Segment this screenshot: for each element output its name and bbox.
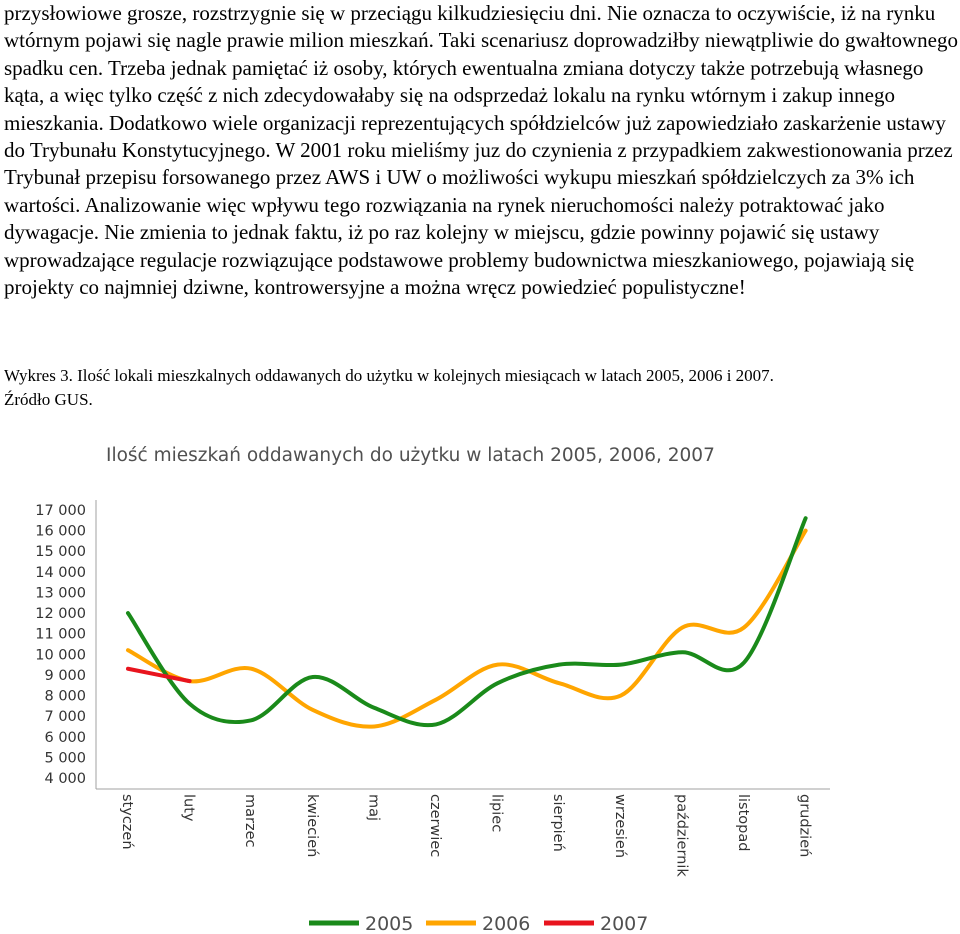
y-tick-label: 12 000 [35,606,86,623]
y-tick-label: 11 000 [35,626,86,643]
y-tick-label: 16 000 [35,523,86,540]
x-tick-label: styczeń [119,794,135,850]
series-line-2006 [128,531,806,727]
chart-legend [309,913,648,934]
legend-label-2005: 2005 [365,913,414,934]
x-tick-label: marzec [242,794,259,848]
caption-line-2: Źródło GUS. [4,390,93,409]
x-tick-label: grudzień [796,794,813,858]
y-tick-label: 13 000 [35,585,86,602]
chart-title: Ilość mieszkań oddawanych do użytku w latach 2005, 2006, 2007 [106,445,715,466]
body-text [4,0,959,301]
y-tick-label: 9 000 [44,667,86,684]
y-tick-label: 4 000 [44,771,86,787]
series-lines [128,518,806,726]
legend-label-2007: 2007 [600,913,649,934]
y-axis-ticks [35,503,86,787]
y-tick-label: 14 000 [35,564,86,581]
line-chart [0,430,960,934]
y-tick-label: 17 000 [35,503,86,519]
y-tick-label: 7 000 [44,709,86,726]
y-tick-label: 5 000 [44,750,86,767]
y-tick-label: 10 000 [35,647,86,664]
x-axis-ticks [119,794,813,877]
legend-label-2006: 2006 [482,913,531,934]
x-tick-label: październik [673,794,690,877]
x-tick-label: czerwiec [427,794,443,858]
body-paragraph: przysłowiowe grosze, rozstrzygnie się w przeciągu kilkudziesięciu dni. Nie oznacza to oczywiście, iż na rynku wtórnym pojawi się nagle prawie milion mieszkań. Taki scenariusz doprowadziłby niewątpliwie do gwałtownego spadku cen. Trzeba jednak pamiętać iż osoby, których ewentualna zmiana dotyczy także potrzebują własnego kąta, a więc tylko część z nich zdecydowałaby się na odsprzedaż lokalu na rynku wtórnym i zakup innego mieszkania. Dodatkowo wiele organizacji reprezentujących spółdzielców już zapowiedziało zaskarżenie ustawy do Trybunału Konstytucyjnego. W 2001 roku mieliśmy juz do czynienia z przypadkiem zakwestionowania przez Trybunał przepisu forsowanego przez AWS i UW o możliwości wykupu mieszkań spółdzielczych za 3% ich wartości. Analizowanie więc wpływu tego rozwiązania na rynek nieruchomości należy potraktować jako dywagacje. Nie zmienia to jednak faktu, iż po raz kolejny w miejscu, gdzie powinny pojawić się ustawy wprowadzające regulacje rozwiązujące podstawowe problemy budownictwa mieszkaniowego, pojawiają się projekty co najmniej dziwne, kontrowersyjne a można wręcz powiedzieć populistyczne! [4,1,958,300]
x-tick-label: maj [365,794,382,822]
x-tick-label: kwiecień [303,794,320,858]
y-tick-label: 15 000 [35,544,86,561]
x-tick-label: lipiec [488,794,505,833]
figure-caption [4,364,954,412]
x-tick-label: listopad [735,794,751,852]
series-line-2005 [128,518,806,725]
x-tick-label: sierpień [550,794,567,852]
x-tick-label: luty [180,794,197,822]
x-tick-label: wrzesień [611,794,628,859]
y-tick-label: 6 000 [44,729,86,746]
caption-line-1: Wykres 3. Ilość lokali mieszkalnych oddawanych do użytku w kolejnych miesiącach w latach 2005, 2006 i 2007. [4,366,774,385]
y-tick-label: 8 000 [44,688,86,705]
